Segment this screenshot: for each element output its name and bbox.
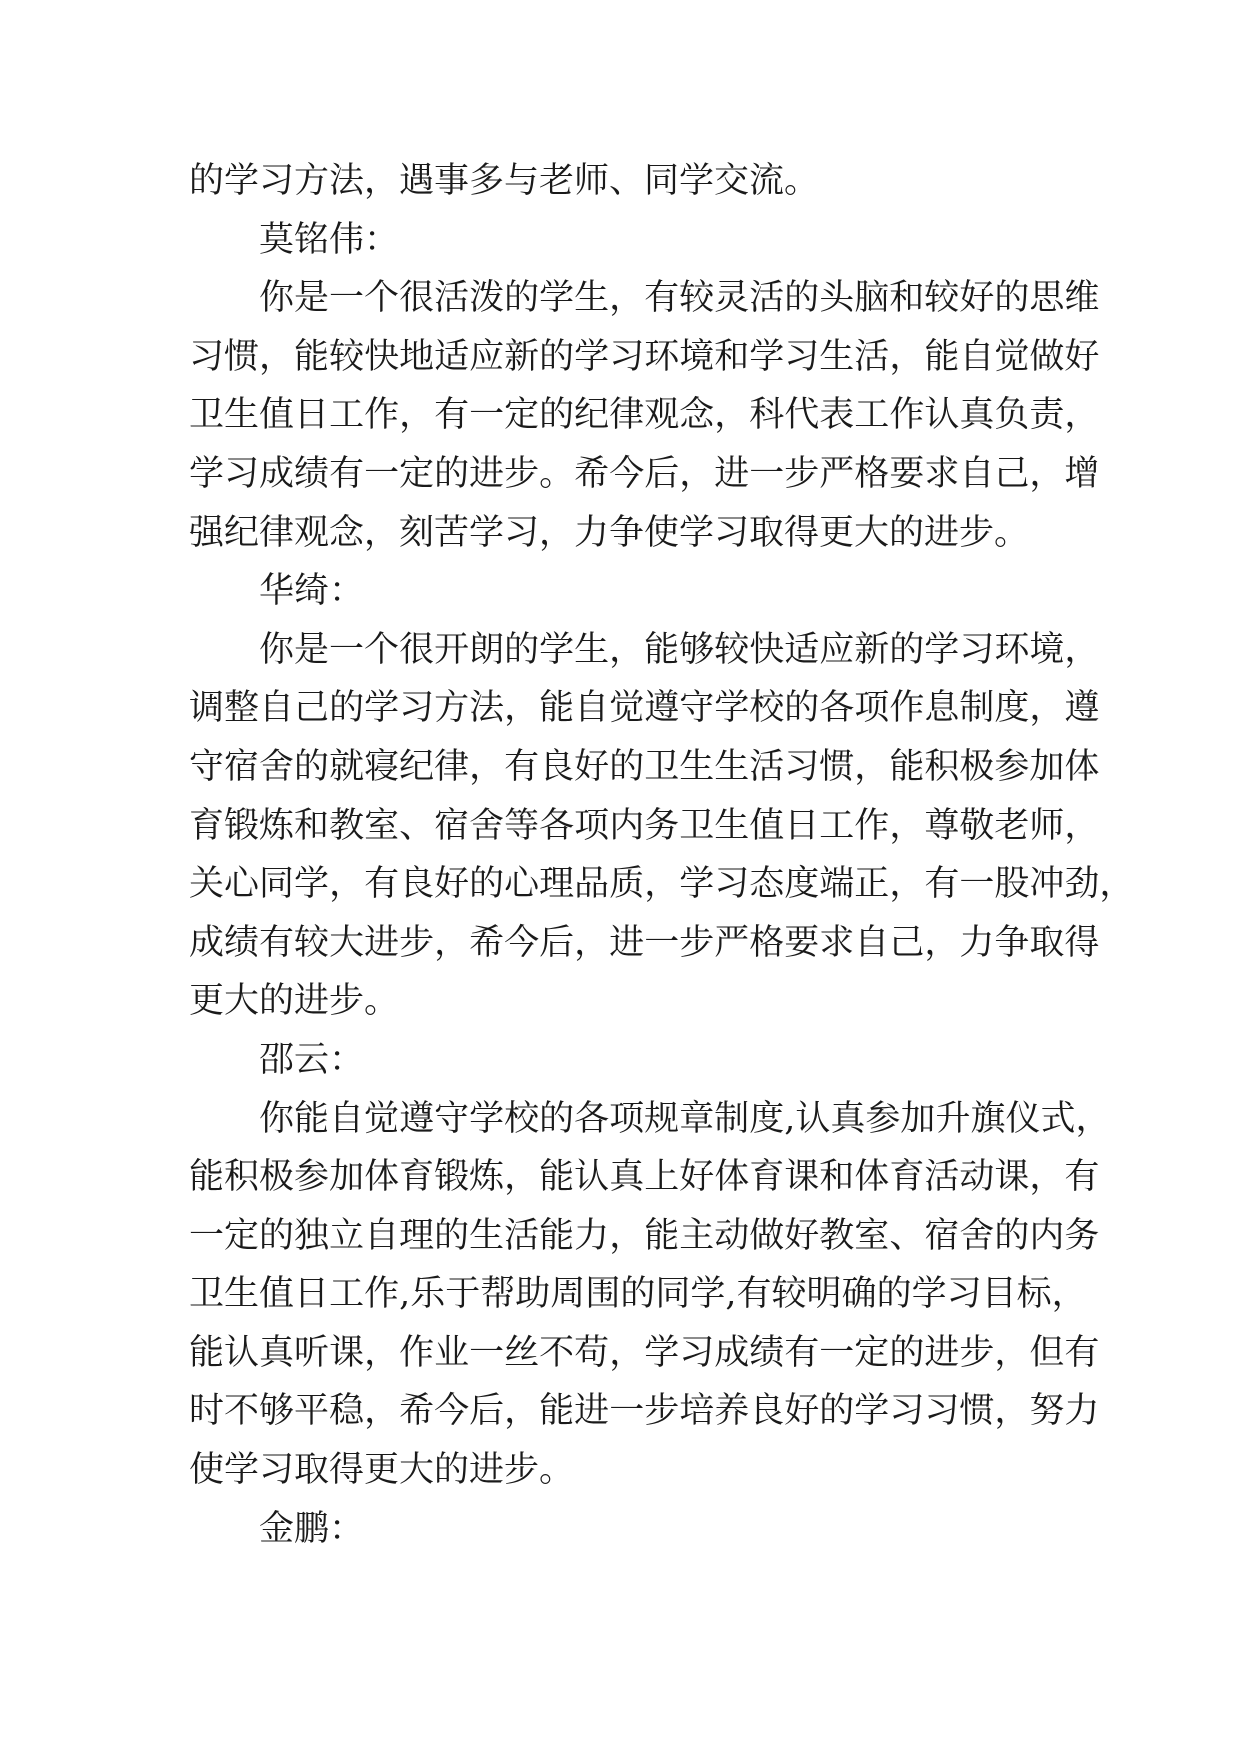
paragraph-line-first: 你 能 自 觉 遵 守 学 校 的 各 项 规 章 制 度 , 认 真 参 加 升 旗 仪 式 ，	[259, 1098, 1111, 1139]
paragraph-line: 守 宿 舍 的 就 寝 纪 律 ， 有 良 好 的 卫 生 生 活 习 惯 ， 能 积 极 参 加 体	[189, 746, 1100, 787]
paragraph-line-last: 使学习取得更大的进步。	[189, 1450, 575, 1491]
student-name-heading: 华绮：	[259, 571, 365, 612]
paragraph-line: 一 定 的 独 立 自 理 的 生 活 能 力 ， 能 主 动 做 好 教 室 、 宿 舍 的 内 务	[189, 1215, 1100, 1256]
student-name-heading: 金鹏：	[259, 1508, 365, 1549]
paragraph-line: 能 积 极 参 加 体 育 锻 炼 ， 能 认 真 上 好 体 育 课 和 体 育 活 动 课 ， 有	[189, 1157, 1100, 1198]
paragraph-line-first: 你 是 一 个 很 活 泼 的 学 生 ， 有 较 灵 活 的 头 脑 和 较 好 的 思 维	[259, 278, 1100, 319]
paragraph-line-last: 更大的进步。	[189, 981, 400, 1022]
paragraph-line-first: 你 是 一 个 很 开 朗 的 学 生 ， 能 够 较 快 适 应 新 的 学 习 环 境 ，	[259, 629, 1100, 670]
student-name-heading: 邵云：	[259, 1039, 365, 1080]
paragraph-line: 时 不 够 平 稳 ， 希 今 后 ， 能 进 一 步 培 养 良 好 的 学 习 习 惯 ， 努 力	[189, 1391, 1100, 1432]
paragraph-line: 关 心 同 学 ， 有 良 好 的 心 理 品 质 ， 学 习 态 度 端 正 ， 有 一 股 冲 劲 ，	[189, 864, 1135, 905]
paragraph-line: 学 习 成 绩 有 一 定 的 进 步 。 希 今 后 ， 进 一 步 严 格 要 求 自 己 ， 增	[189, 453, 1100, 494]
paragraph-line: 卫 生 值 日 工 作 , 乐 于 帮 助 周 围 的 同 学 , 有 较 明 确 的 学 习 目 标 ，	[189, 1274, 1087, 1315]
paragraph-line: 育 锻 炼 和 教 室 、 宿 舍 等 各 项 内 务 卫 生 值 日 工 作 ， 尊 敬 老 师 ，	[189, 805, 1100, 846]
paragraph-line-last: 强纪律观念，刻苦学习，力争使学习取得更大的进步。	[189, 512, 1030, 553]
document-body	[189, 152, 1135, 1558]
paragraph-line: 成 绩 有 较 大 进 步 ， 希 今 后 ， 进 一 步 严 格 要 求 自 己 ， 力 争 取 得	[189, 922, 1100, 963]
paragraph-line: 习 惯 ， 能 较 快 地 适 应 新 的 学 习 环 境 和 学 习 生 活 ， 能 自 觉 做 好	[189, 336, 1100, 377]
paragraph-line-continuation: 的学习方法，遇事多与老师、同学交流。	[189, 161, 820, 201]
paragraph-line: 能 认 真 听 课 ， 作 业 一 丝 不 苟 ， 学 习 成 绩 有 一 定 的 进 步 ， 但 有	[189, 1332, 1100, 1373]
paragraph-line: 卫 生 值 日 工 作 ， 有 一 定 的 纪 律 观 念 ， 科 代 表 工 作 认 真 负 责 ，	[189, 395, 1100, 436]
paragraph-line: 调 整 自 己 的 学 习 方 法 ， 能 自 觉 遵 守 学 校 的 各 项 作 息 制 度 ， 遵	[189, 688, 1100, 729]
student-name-heading: 莫铭伟：	[259, 219, 400, 260]
